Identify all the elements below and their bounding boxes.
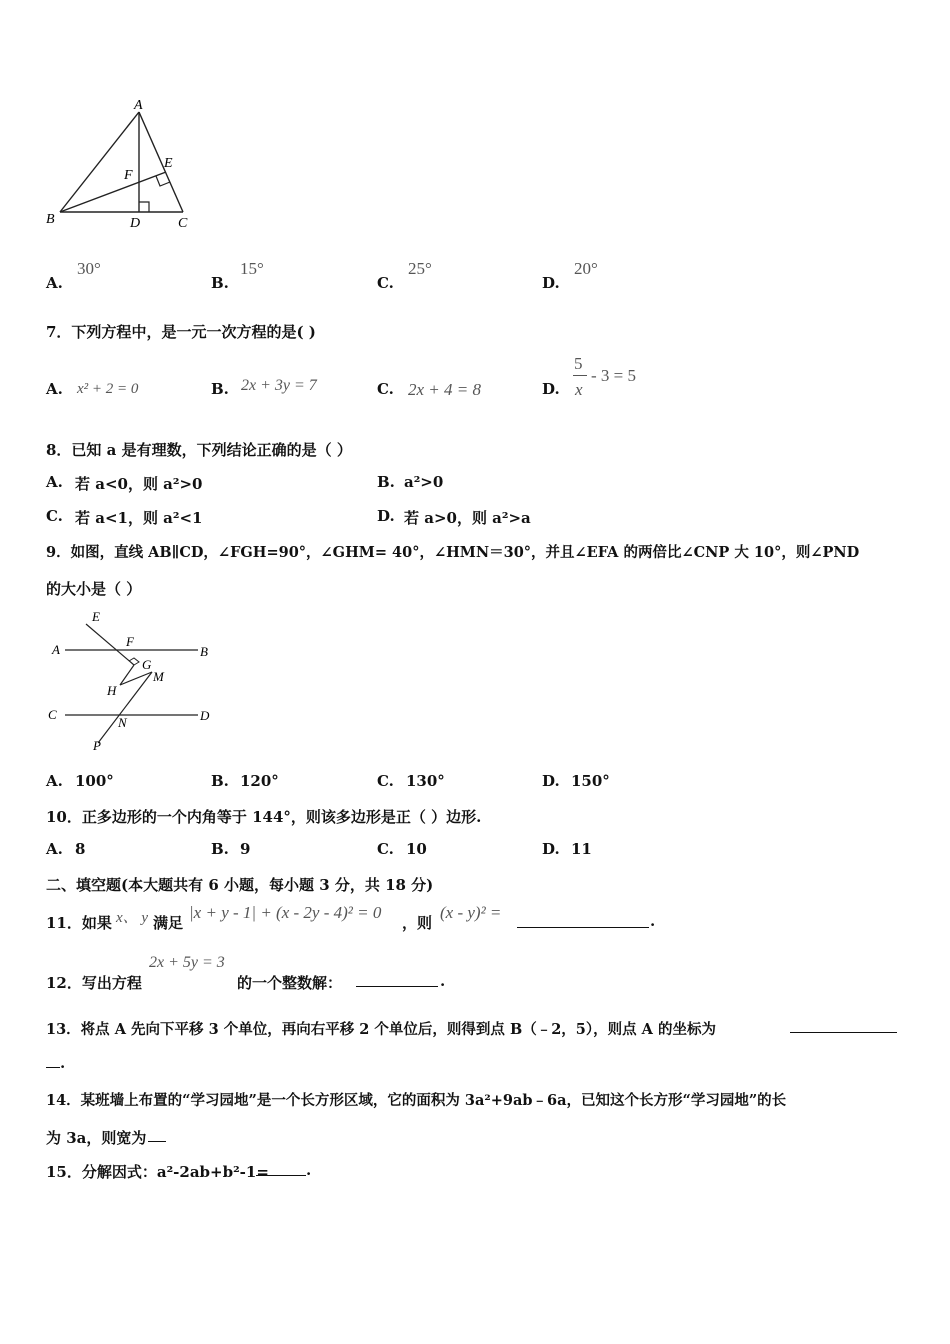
q10-option-d-value: 11 — [571, 840, 592, 858]
fig9-label-B: B — [200, 644, 208, 659]
q11-expr: (x - y)² = — [440, 903, 502, 922]
q9-option-c-key: C. — [377, 772, 394, 790]
q7-option-c-math: 2x + 4 = 8 — [408, 380, 481, 399]
fig9-label-H: H — [107, 683, 117, 698]
q8-option-d-text: 若 a>0，则 a²>a — [404, 509, 531, 527]
q13-line1: 13．将点 A 先向下平移 3 个单位，再向右平移 2 个单位后，则得到点 B（﹣2，5），则点 A 的坐标为 — [46, 1021, 716, 1038]
fig9-label-D: D — [200, 708, 210, 723]
q6-option-c-key: C. — [377, 274, 394, 292]
fig-label-E: E — [164, 156, 173, 171]
q8-option-c-key: C. — [46, 507, 63, 525]
q6-option-a-key: A. — [46, 274, 63, 292]
q14-line2: 为 3a，则宽为 — [46, 1129, 147, 1147]
fig-label-F: F — [124, 168, 133, 183]
fig9-label-G: G — [142, 657, 152, 672]
q7-stem: 7．下列方程中，是一元一次方程的是( ) — [46, 323, 316, 341]
q10-option-c-key: C. — [377, 840, 394, 858]
q15-answer-blank[interactable] — [256, 1161, 306, 1176]
q13-end: . — [60, 1054, 66, 1072]
q7-option-d-rest: - 3 = 5 — [591, 366, 636, 385]
q7-option-d-key: D. — [542, 380, 560, 398]
fig9-label-P: P — [93, 738, 101, 753]
q10-option-d-key: D. — [542, 840, 560, 858]
q11-mid: 满足 — [153, 914, 184, 932]
fig-label-B: B — [46, 212, 55, 227]
q8-stem: 8．已知 a 是有理数，下列结论正确的是（ ） — [46, 441, 352, 459]
q9-option-b-key: B. — [211, 772, 229, 790]
q6-option-d-key: D. — [542, 274, 560, 292]
q12-suffix: 的一个整数解： — [237, 974, 343, 992]
q9-option-a-value: 100° — [75, 772, 114, 790]
q6-option-c-value: 25° — [408, 259, 432, 278]
q9-option-a-key: A. — [46, 772, 63, 790]
q8-option-b-text: a²>0 — [404, 473, 444, 491]
q9-option-d-value: 150° — [571, 772, 610, 790]
fig9-label-N: N — [118, 715, 127, 730]
q7-fraction-bar — [573, 375, 587, 376]
parallel-lines-figure — [40, 605, 220, 755]
q11-then: ，则 — [402, 914, 433, 932]
q8-option-c-text: 若 a<1，则 a²<1 — [75, 509, 203, 527]
triangle-figure — [40, 95, 210, 235]
q9-option-b-value: 120° — [240, 772, 279, 790]
q11-vars: x、 y — [116, 910, 149, 926]
q6-option-d-value: 20° — [574, 259, 598, 278]
q10-stem: 10．正多边形的一个内角等于 144°，则该多边形是正（ ）边形. — [46, 808, 482, 826]
q7-option-d-num: 5 — [574, 354, 583, 373]
fig-label-A: A — [134, 98, 143, 113]
fig9-label-E: E — [92, 609, 100, 624]
q12-end: . — [440, 972, 446, 990]
q10-option-b-key: B. — [211, 840, 229, 858]
q7-option-b-math: 2x + 3y = 7 — [241, 377, 317, 394]
q8-option-a-key: A. — [46, 473, 63, 491]
q10-option-b-value: 9 — [240, 840, 251, 858]
q12-prefix: 12．写出方程 — [46, 974, 142, 992]
q13-answer-blank[interactable] — [790, 1018, 897, 1033]
q11-prefix: 11．如果 — [46, 914, 112, 932]
q8-option-d-key: D. — [377, 507, 395, 525]
q14-answer-blank[interactable] — [148, 1127, 166, 1142]
fig9-label-C: C — [48, 707, 57, 722]
q6-option-b-key: B. — [211, 274, 229, 292]
q11-end: . — [650, 912, 656, 930]
q7-option-a-math: x² + 2 = 0 — [77, 381, 139, 397]
fig9-label-F: F — [126, 634, 134, 649]
fig9-label-A: A — [52, 642, 60, 657]
q10-option-c-value: 10 — [406, 840, 427, 858]
q9-option-d-key: D. — [542, 772, 560, 790]
fig9-label-M: M — [153, 669, 164, 684]
q11-answer-blank[interactable] — [517, 913, 649, 928]
q15-text: 15．分解因式：a²-2ab+b²-1= — [46, 1163, 269, 1181]
q6-option-b-value: 15° — [240, 259, 264, 278]
q9-option-c-value: 130° — [406, 772, 445, 790]
fig-label-D: D — [130, 216, 141, 231]
q12-equation: 2x + 5y = 3 — [149, 954, 225, 971]
q9-stem-line1: 9．如图，直线 AB∥CD，∠FGH=90°，∠GHM= 40°，∠HMN＝30°，并且∠EFA 的两倍比∠CNP 大 10°，则∠PND — [46, 544, 860, 561]
q6-option-a-value: 30° — [77, 259, 101, 278]
fig-label-C: C — [178, 216, 188, 231]
q13-answer-blank-cont[interactable] — [46, 1053, 60, 1068]
section2-title: 二、填空题(本大题共有 6 小题，每小题 3 分，共 18 分) — [46, 876, 434, 894]
q12-answer-blank[interactable] — [356, 972, 438, 987]
q7-option-d-den: x — [575, 380, 583, 399]
q10-option-a-key: A. — [46, 840, 63, 858]
q7-option-a-key: A. — [46, 380, 63, 398]
q7-option-b-key: B. — [211, 380, 229, 398]
q14-line1: 14．某班墙上布置的“学习园地”是一个长方形区域，它的面积为 3a²+9ab﹣6a，已知这个长方形“学习园地”的长 — [46, 1092, 787, 1109]
q11-equation: |x + y - 1| + (x - 2y - 4)² = 0 — [189, 903, 382, 922]
q9-stem-line2: 的大小是（ ） — [46, 580, 142, 598]
q8-option-b-key: B. — [377, 473, 395, 491]
q7-option-c-key: C. — [377, 380, 394, 398]
q15-end: . — [306, 1161, 312, 1179]
q10-option-a-value: 8 — [75, 840, 86, 858]
q8-option-a-text: 若 a<0，则 a²>0 — [75, 475, 203, 493]
